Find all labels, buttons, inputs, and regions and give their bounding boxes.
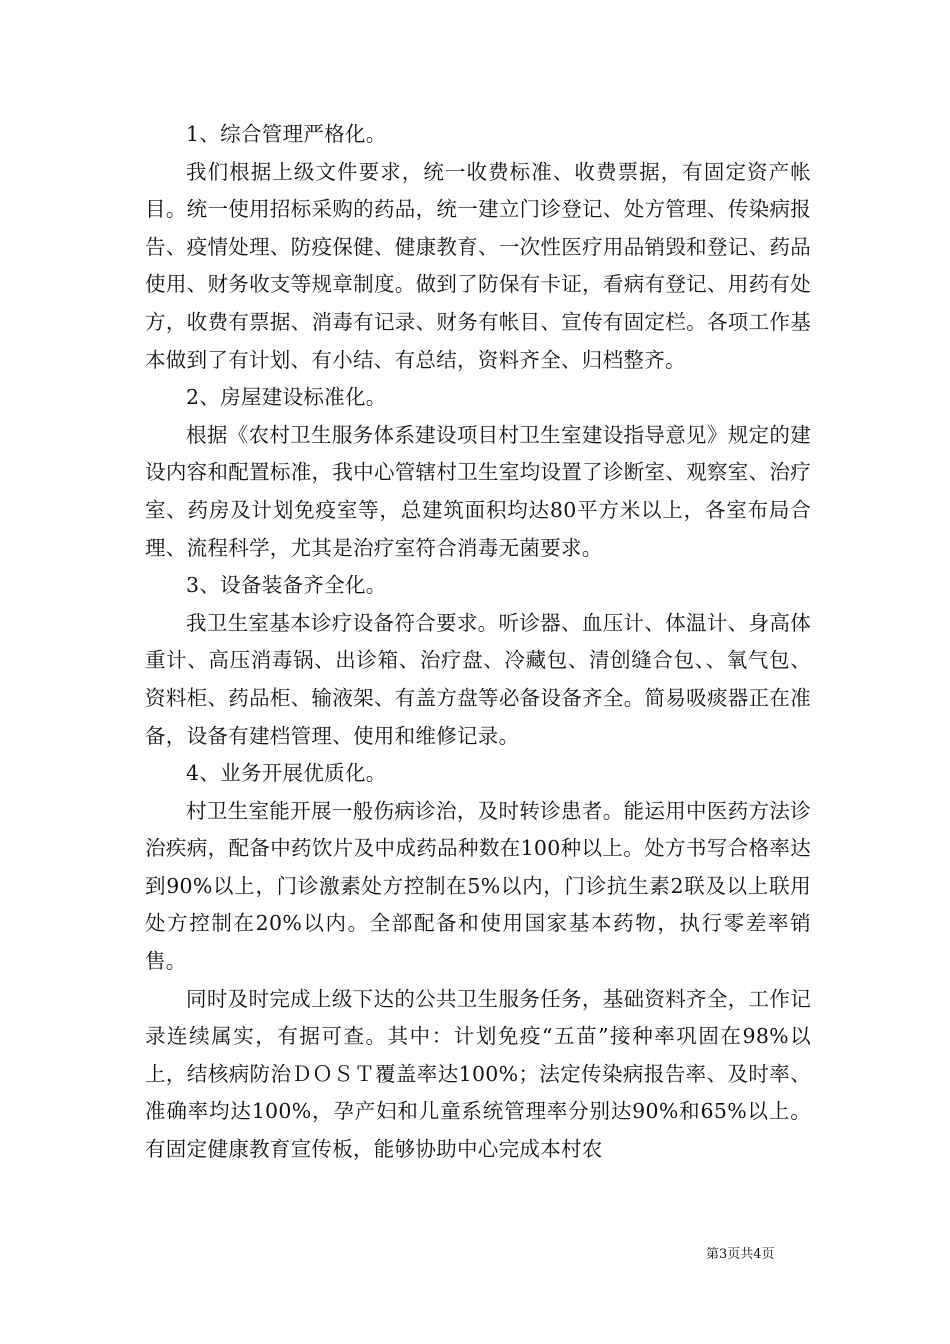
heading-building-standardization: 2、房屋建设标准化。 [186, 385, 387, 410]
paragraph-service-details: 村卫生室能开展一般伤病诊治，及时转诊患者。能运用中医药方法诊治疾病，配备中药饮片及中成药品种数在100种以上。处方书写合格率达到90%以上，门诊激素处方控制在5%以内，门诊抗生素2联及以上联用处方控制在20%以内。全部配备和使用国家基本药物，执行零差率销售。 [145, 798, 811, 974]
paragraph-management-details: 我们根据上级文件要求，统一收费标准、收费票据，有固定资产帐目。统一使用招标采购的药品，统一建立门诊登记、处方管理、传染病报告、疫情处理、防疫保健、健康教育、一次性医疗用品销毁和登记、药品使用、财务收支等规章制度。做到了防保有卡证，看病有登记、用药有处方，收费有票据、消毒有记录、财务有帐目、宣传有固定栏。各项工作基本做到了有计划、有小结、有总结，资料齐全、归档整齐。 [145, 159, 811, 372]
heading-equipment-completeness: 3、设备装备齐全化。 [186, 573, 387, 598]
document-body [145, 116, 811, 1169]
heading-service-quality: 4、业务开展优质化。 [186, 761, 387, 786]
page-number-footer: 第3页共4页 [706, 1247, 775, 1262]
paragraph-equipment-details: 我卫生室基本诊疗设备符合要求。听诊器、血压计、体温计、身高体重计、高压消毒锅、出诊箱、治疗盘、冷藏包、清创缝合包、、氧气包、资料柜、药品柜、输液架、有盖方盘等必备设备齐全。简易吸痰器正在准备，设备有建档管理、使用和维修记录。 [145, 610, 811, 748]
paragraph-building-details: 根据《农村卫生服务体系建设项目村卫生室建设指导意见》规定的建设内容和配置标准，我中心管辖村卫生室均设置了诊断室、观察室、治疗室、药房及计划免疫室等，总建筑面积均达80平方米以上，各室布局合理、流程科学，尤其是治疗室符合消毒无菌要求。 [145, 422, 811, 560]
paragraph-public-health-tasks: 同时及时完成上级下达的公共卫生服务任务，基础资料齐全，工作记录连续属实，有据可查。其中：计划免疫“五苗”接种率巩固在98%以上，结核病防治ＤＯＳＴ覆盖率达100%；法定传染病报告率、及时率、准确率均达100%，孕产妇和儿童系统管理率分别达90%和65%以上。有固定健康教育宣传板，能够协助中心完成本村农 [145, 986, 811, 1162]
heading-comprehensive-management: 1、综合管理严格化。 [186, 122, 387, 146]
